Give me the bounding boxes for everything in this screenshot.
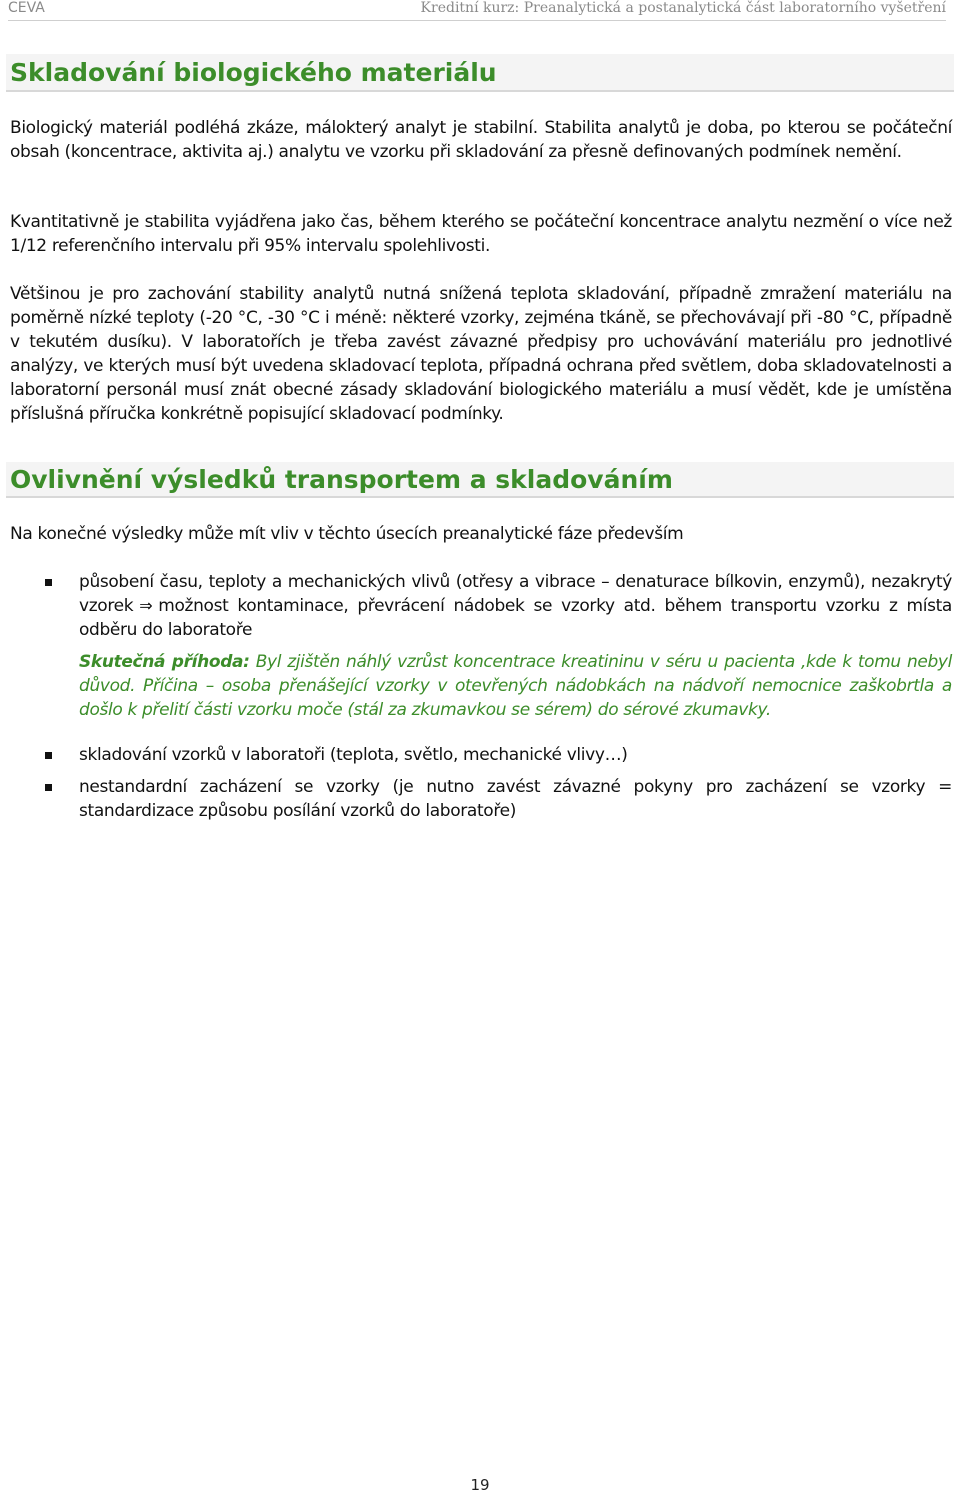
note-text: Byl zjištěn náhlý vzrůst koncentrace kreatininu v séru u pacienta ,kde k tomu nebyl důvod. Příčina – osoba přenášející vzorky v otevřených nádobkách na nádvoří nemocnice zaškobrtla a došlo k přelití části vzorku moče (stál za zkumavkou se sérem) do sérové zkumavky.: [79, 652, 952, 720]
list-item-text: skladování vzorků v laboratoři (teplota, světlo, mechanické vlivy…): [79, 745, 628, 765]
list-item-text: nestandardní zacházení se vzorky (je nutno zavést závazné pokyny pro zacházení se vzorky = standardizace způsobu posílání vzorků do laboratoře): [79, 777, 952, 821]
header-right: Kreditní kurz: Preanalytická a postanalytická část laboratorního vyšetření: [420, 0, 946, 16]
bullet-square-icon: [45, 579, 52, 586]
implies-arrow-icon: ⇒: [139, 596, 153, 615]
real-incident-note: [79, 650, 952, 722]
section-heading-storage: Skladování biologického materiálu: [6, 54, 954, 92]
bullet-text-after-arrow: možnost kontaminace, převrácení nádobek se vzorky atd. během transportu vzorku z místa odběru do laboratoře: [79, 596, 952, 640]
bullet-square-icon: [45, 752, 52, 759]
page-number: 19: [470, 1476, 490, 1494]
header-left: CEVA: [8, 0, 45, 16]
bullet-square-icon: [45, 784, 52, 791]
paragraph-temperature: Většinou je pro zachování stability analytů nutná snížená teplota skladování, případně zmražení materiálu na poměrně nízké teploty (-20 °C, -30 °C i méně: některé vzorky, zejména tkáně, se přechovávají při -80 °C, případně v tekutém dusíku). V laboratořích je třeba zavést závazné předpisy pro uchovávání materiálu pro jednotlivé analýzy, ve kterých musí být uvedena skladovací teplota, případná ochrana před světlem, doba skladovatelnosti a laboratorní personál musí znát obecné zásady skladování biologického materiálu a musí vědět, kde je umístěna příslušná příručka konkrétně popisující skladovací podmínky.: [10, 284, 952, 424]
paragraph-intro: Na konečné výsledky může mít vliv v těchto úsecích preanalytické fáze především: [10, 524, 684, 544]
section-heading-transport: Ovlivnění výsledků transportem a skladováním: [6, 462, 954, 498]
paragraph-stability: Biologický materiál podléhá zkáze, málokterý analyt je stabilní. Stabilita analytů je doba, po kterou se počáteční obsah (koncentrace, aktivita aj.) analytu ve vzorku při skladování za přesně definovaných podmínek nemění.: [10, 118, 952, 162]
running-header: [8, 0, 946, 21]
note-label: Skutečná příhoda:: [79, 652, 250, 672]
list-item-text: [79, 570, 952, 642]
bullet-text-before-arrow: působení času, teploty a mechanických vlivů (otřesy a vibrace – denaturace bílkovin, enzymů), nezakrytý vzorek: [79, 572, 952, 616]
paragraph-quantitative: Kvantitativně je stabilita vyjádřena jako čas, během kterého se počáteční koncentrace analytu nezmění o více než 1/12 referenčního intervalu při 95% intervalu spolehlivosti.: [10, 212, 952, 256]
